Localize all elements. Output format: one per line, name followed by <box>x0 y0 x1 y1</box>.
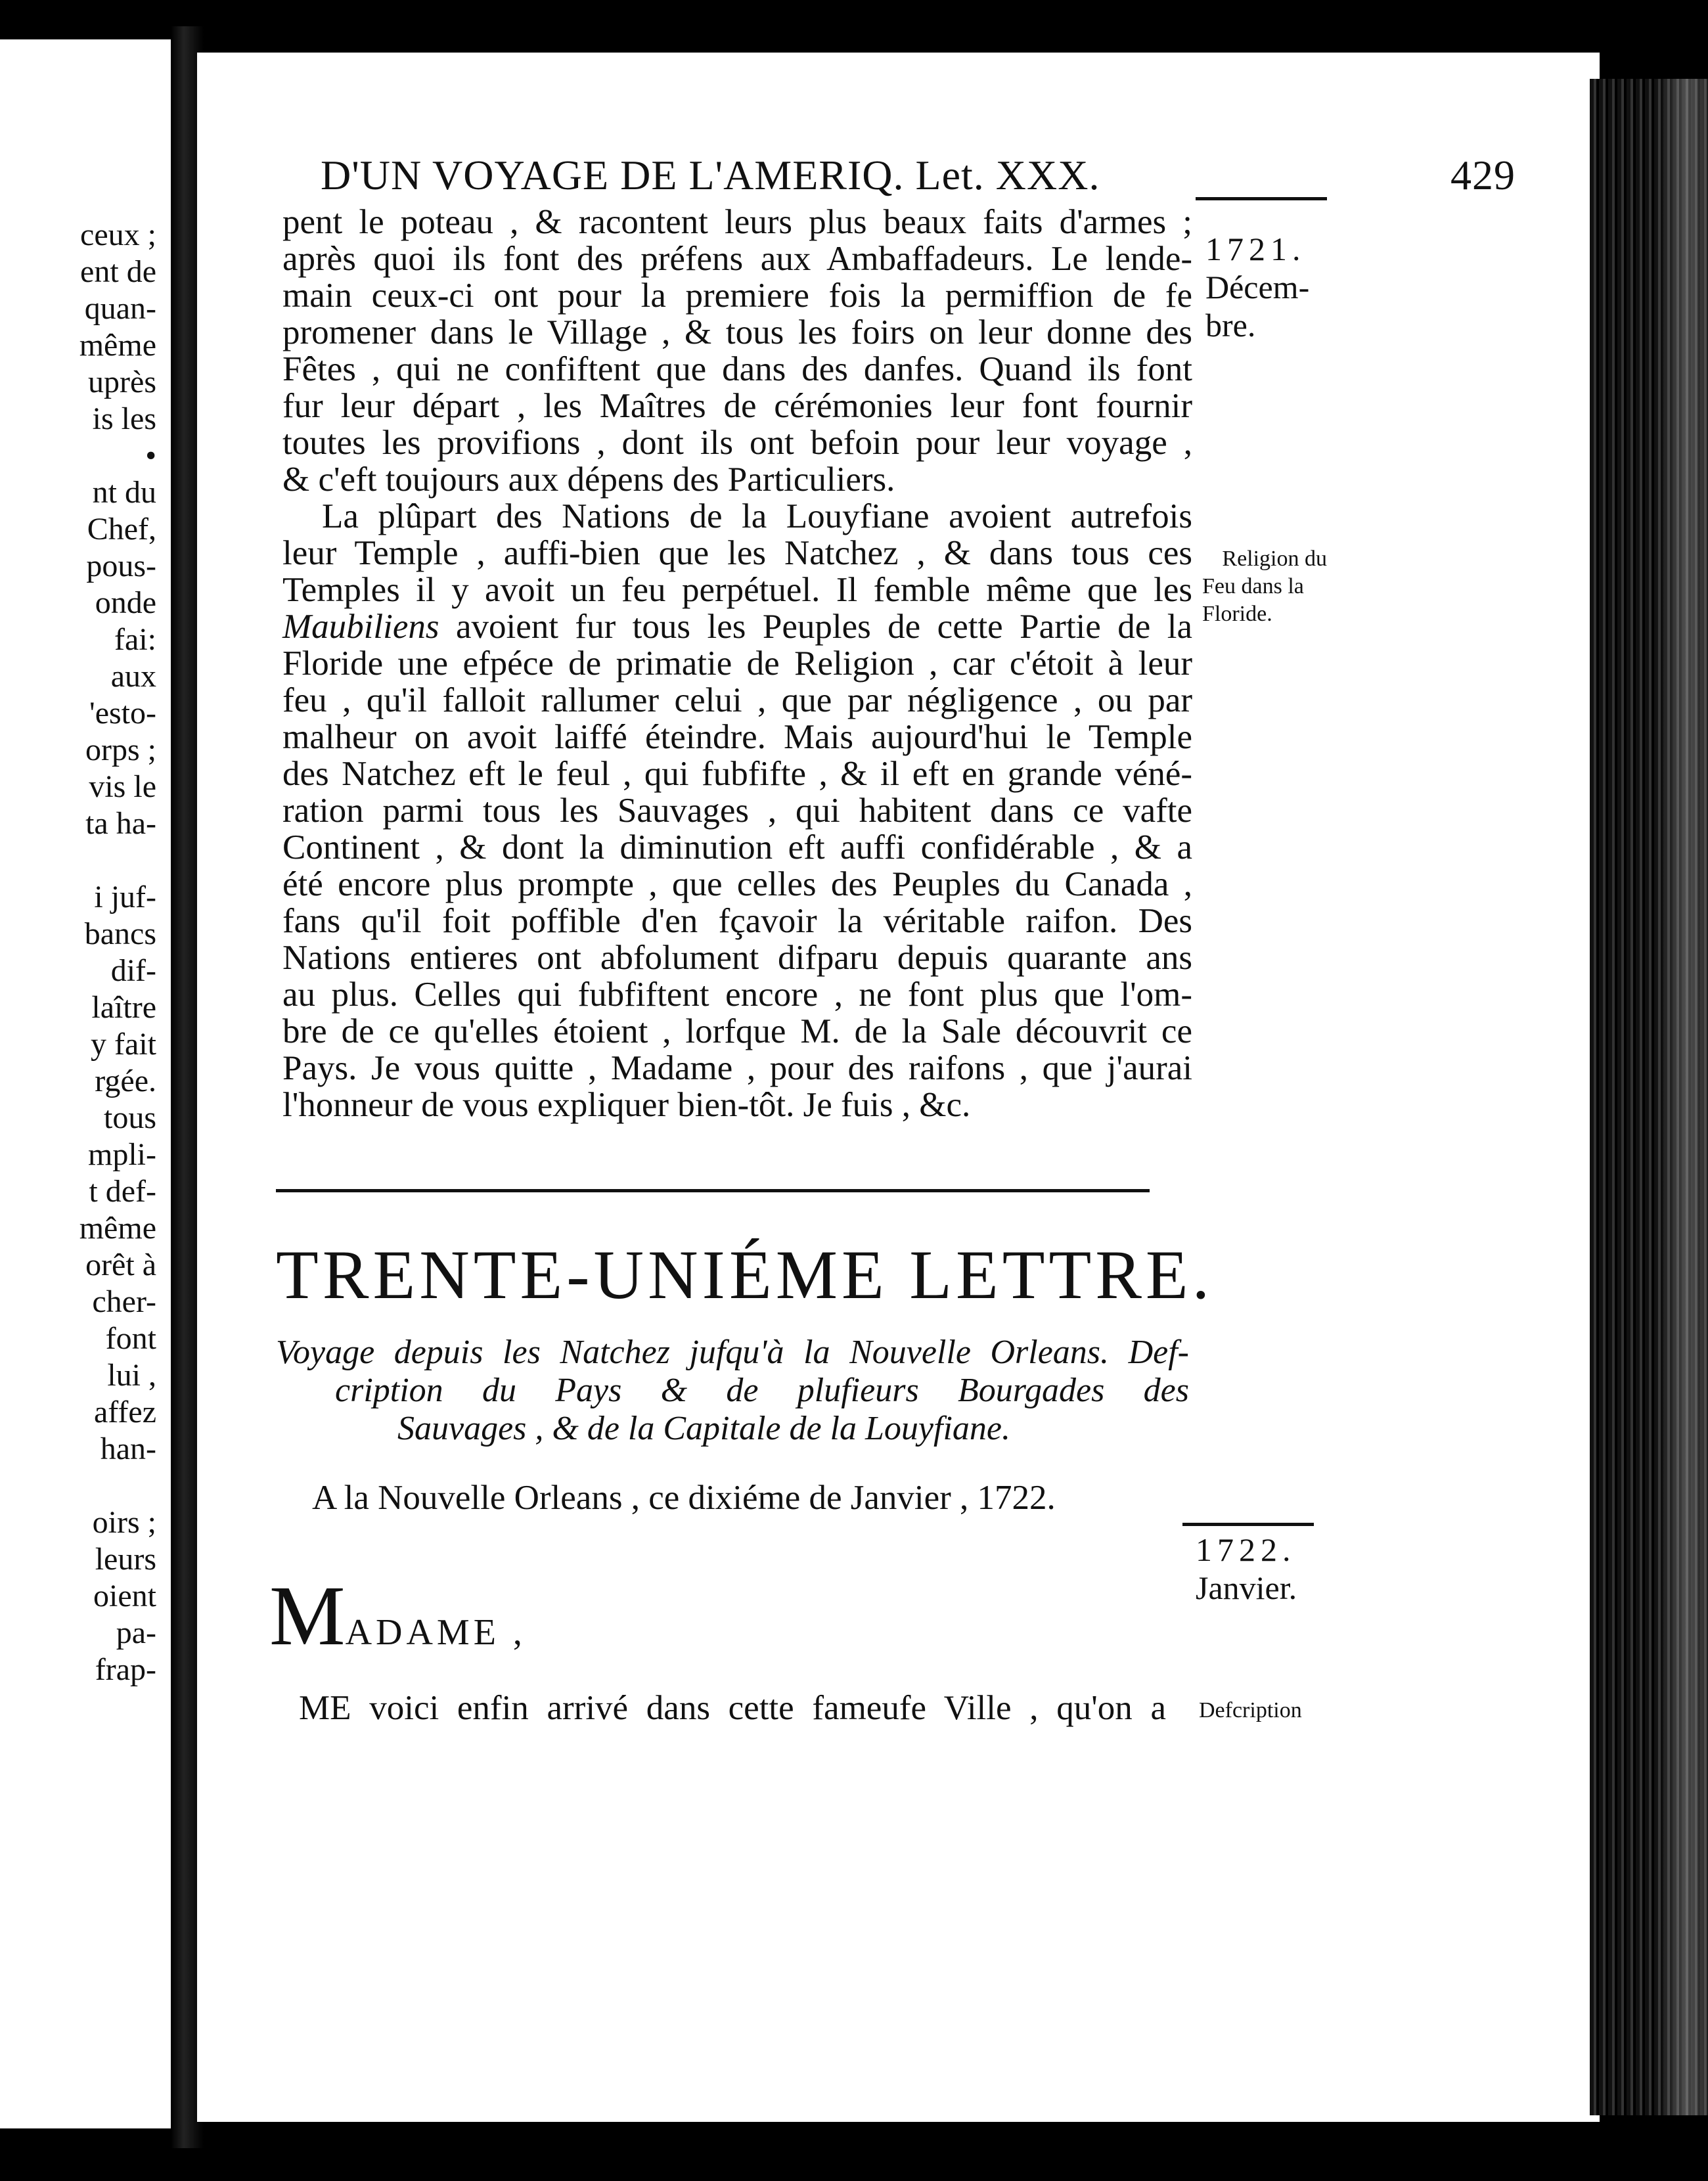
text-line: bre de ce qu'elles étoient , lorfque M. de la Sale découvrit ce <box>282 1012 1192 1050</box>
text-line: La plûpart des Nations de la Louyfiane avoient autrefois <box>322 497 1192 535</box>
margin-year: 1721. <box>1205 231 1306 267</box>
text-line: des Natchez eft le feul , qui fubfifte , & il eft en grande véné- <box>282 755 1192 793</box>
left-page-line: pous- <box>86 549 156 583</box>
left-page-line: leurs <box>95 1542 156 1577</box>
text-line: au plus. Celles qui fubfiftent encore , ne font plus que l'om- <box>282 976 1192 1014</box>
text-line: pent le poteau , & racontent leurs plus beaux faits d'armes ; <box>282 203 1192 241</box>
text-fragment: avoient fur tous les Peuples de cette Partie de la <box>455 608 1192 646</box>
left-page-line: aux <box>110 659 156 694</box>
left-page-line: y fait <box>91 1027 156 1062</box>
left-page-line: orêt à <box>85 1248 156 1282</box>
text-line: ration parmi tous les Sauvages , qui habitent dans ce vafte <box>282 792 1192 830</box>
italic-word: Maubiliens <box>282 608 439 646</box>
letter-summary <box>276 1334 1189 1448</box>
left-page-line: bancs <box>84 916 156 951</box>
left-page-line: ceux ; <box>80 217 156 252</box>
left-page-line: oient <box>93 1579 156 1613</box>
left-page-line: fai: <box>114 622 156 657</box>
left-page-line: vis le <box>89 769 156 804</box>
salutation-rest: ADAME , <box>345 1612 526 1653</box>
running-head-title: D'UN VOYAGE DE L'AMERIQ. Let. XXX. <box>321 152 1100 198</box>
left-page-line: rgée. <box>95 1064 156 1098</box>
left-page-line: frap- <box>95 1652 156 1687</box>
left-page-line: même <box>79 328 156 363</box>
margin-note-date-2 <box>1196 1531 1327 1607</box>
left-page-line: is les <box>92 401 156 436</box>
margin-note-line: Feu dans la <box>1202 574 1304 598</box>
left-page-line: orps ; <box>85 732 156 767</box>
left-page-line: mpli- <box>88 1137 156 1172</box>
page-edge-shade <box>1655 79 1708 2115</box>
left-page-line: t def- <box>89 1174 156 1209</box>
running-head <box>321 151 1516 200</box>
text-line: main ceux-ci ont pour la premiere fois la permiffion de fe <box>282 277 1192 315</box>
left-page-line: pa- <box>116 1615 156 1650</box>
left-page-line: affez <box>93 1395 156 1429</box>
body-text <box>282 204 1192 1123</box>
opening-line: ME voici enfin arrivé dans cette fameufe Ville , qu'on a <box>299 1689 1166 1727</box>
margin-note-line: Floride. <box>1202 602 1272 626</box>
summary-line: Voyage depuis les Natchez jufqu'à la Nouvelle Orleans. Def- <box>276 1334 1189 1371</box>
text-line: Temples il y avoit un feu perpétuel. Il femble même que les <box>282 571 1192 609</box>
left-page-line: cher- <box>92 1284 156 1319</box>
text-line: après quoi ils font des préfens aux Ambaffadeurs. Le lende- <box>282 240 1192 278</box>
margin-rule <box>1196 197 1327 200</box>
margin-note-date-1 <box>1205 230 1343 344</box>
left-page-line: ta ha- <box>85 806 156 841</box>
margin-rule <box>1182 1523 1314 1526</box>
left-page-line: 'esto- <box>89 696 156 731</box>
margin-year: 1722. <box>1196 1531 1296 1568</box>
letter-dateline: A la Nouvelle Orleans , ce dixiéme de Janvier , 1722. <box>312 1479 1056 1517</box>
text-line: Floride une efpéce de primatie de Religion , car c'étoit à leur <box>282 644 1192 683</box>
left-page-lines <box>0 217 171 1688</box>
margin-month: bre. <box>1205 307 1256 344</box>
text-line: malheur on avoit laiffé éteindre. Mais aujourd'hui le Temple <box>282 718 1192 756</box>
summary-line: Sauvages , & de la Capitale de la Louyfiane. <box>397 1410 1010 1447</box>
left-page-line: dif- <box>110 953 156 988</box>
text-line: feu , qu'il falloit rallumer celui , que par négligence , ou par <box>282 681 1192 719</box>
left-page-fragment <box>0 39 171 2128</box>
summary-line: cription du Pays & de plufieurs Bourgades des <box>335 1372 1189 1409</box>
left-page-line: Chef, <box>87 512 156 547</box>
text-line: Nations entieres ont abfolument difparu depuis quarante ans <box>282 939 1192 977</box>
text-line: & c'eft toujours aux dépens des Particuliers. <box>282 461 895 499</box>
text-line: fans qu'il foit poffible d'en fçavoir la véritable raifon. Des <box>282 902 1192 940</box>
text-line: promener dans le Village , & tous les foirs on leur donne des <box>282 313 1192 351</box>
text-line <box>282 608 1192 645</box>
left-page-line: i juf- <box>94 880 156 914</box>
margin-note-description: Defcription <box>1199 1698 1302 1722</box>
section-divider <box>276 1189 1150 1192</box>
margin-month: Décem- <box>1205 269 1310 305</box>
left-page-line: oirs ; <box>92 1505 156 1540</box>
left-page-line: nt du <box>92 475 156 510</box>
left-page-line <box>0 1468 171 1504</box>
left-page-line: onde <box>95 585 156 620</box>
text-line: Pays. Je vous quitte , Madame , pour des raifons , que j'aurai <box>282 1049 1192 1087</box>
left-page-line: ent de <box>80 254 156 289</box>
left-page-line: même <box>79 1211 156 1246</box>
left-page-line: quan- <box>84 291 156 326</box>
margin-note-religion <box>1202 545 1360 628</box>
margin-note-line: Religion du <box>1222 547 1327 571</box>
left-page-line: laître <box>91 990 156 1025</box>
text-line: fur leur départ , les Maîtres de cérémonies leur font fournir <box>282 387 1192 425</box>
letter-heading: TRENTE-UNIÉME LETTRE. <box>276 1236 1214 1313</box>
text-line: Fêtes , qui ne confiftent que dans des danfes. Quand ils font <box>282 350 1192 388</box>
left-page-line: • <box>145 438 156 473</box>
drop-initial: M <box>269 1569 346 1663</box>
text-line: toutes les provifions , dont ils ont befoin pour leur voyage , <box>282 424 1192 462</box>
page-number: 429 <box>1450 152 1516 198</box>
text-line: été encore plus prompte , que celles des Peuples du Canada , <box>282 865 1192 903</box>
text-line: leur Temple , auffi-bien que les Natchez , & dans tous ces <box>282 534 1192 572</box>
left-page-line <box>0 842 171 879</box>
salutation <box>269 1569 526 1663</box>
text-line: Continent , & dont la diminution eft auffi confidérable , & a <box>282 828 1192 866</box>
left-page-line: tous <box>103 1100 156 1135</box>
margin-month: Janvier. <box>1196 1569 1297 1606</box>
left-page-line: lui , <box>107 1358 156 1393</box>
text-line: l'honneur de vous expliquer bien-tôt. Je fuis , &c. <box>282 1086 971 1124</box>
left-page-line: uprès <box>88 365 156 399</box>
left-page-line: han- <box>100 1431 156 1466</box>
left-page-line: font <box>105 1321 156 1356</box>
